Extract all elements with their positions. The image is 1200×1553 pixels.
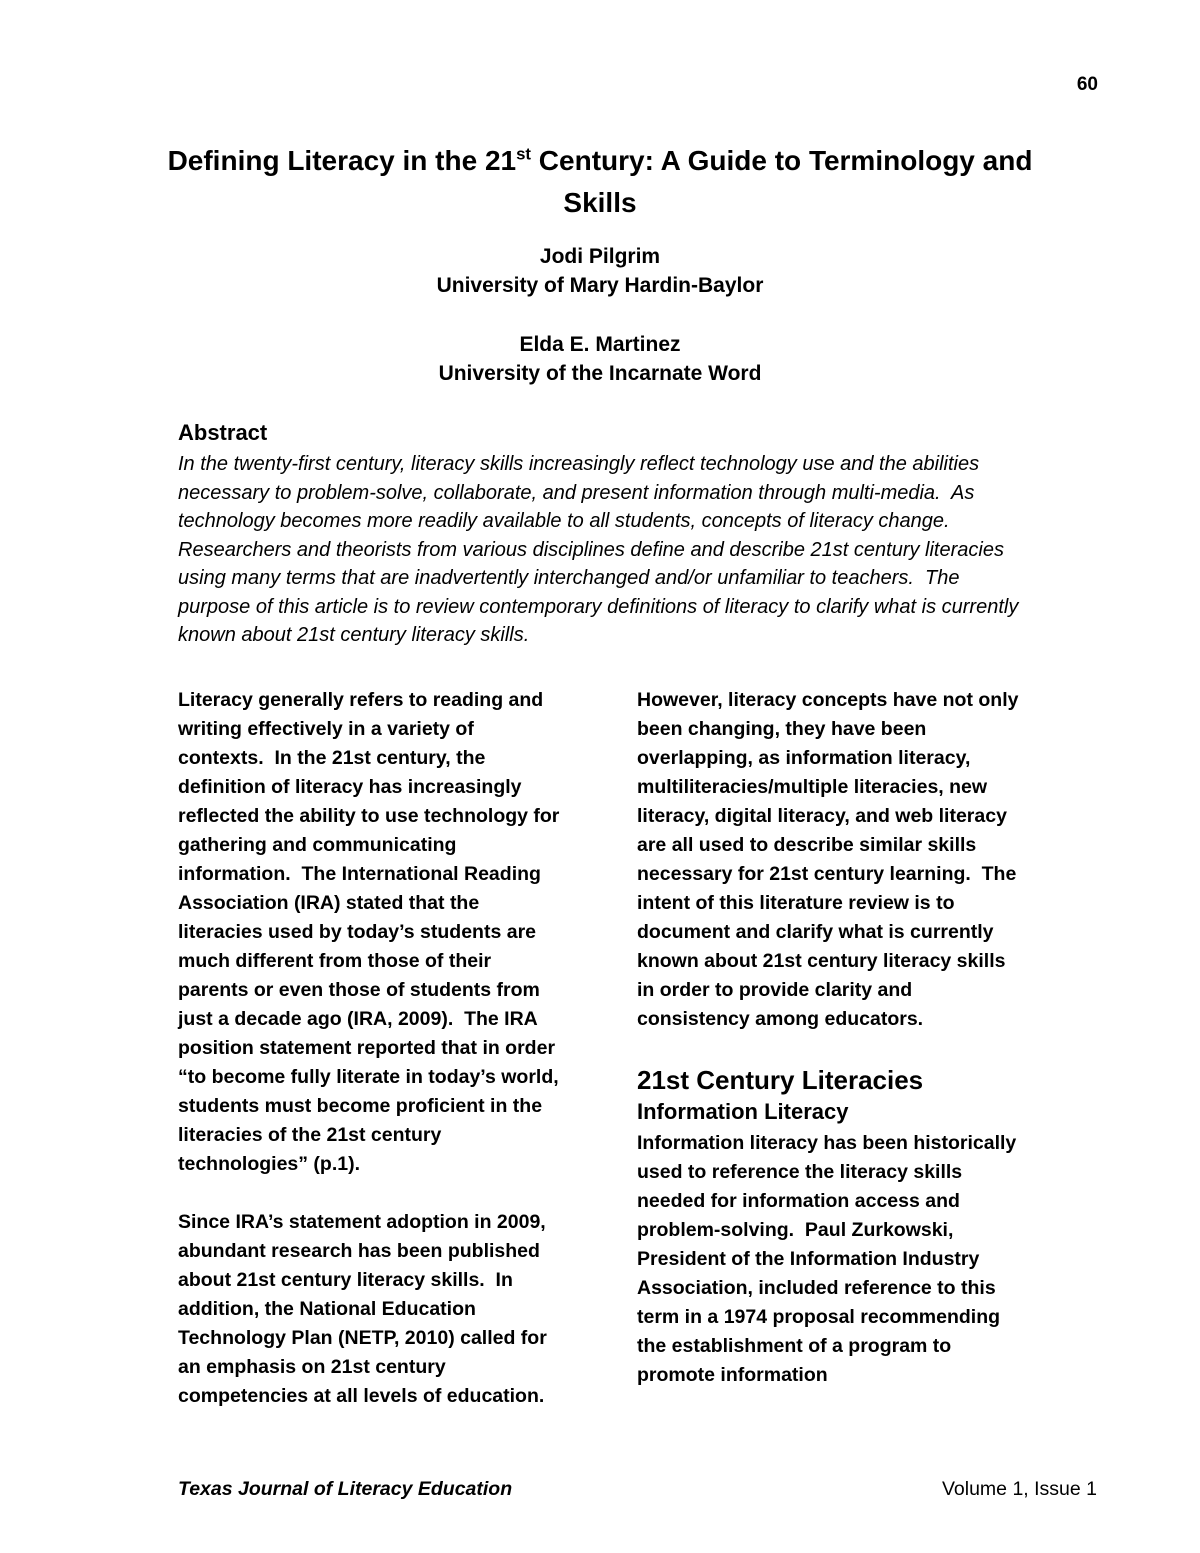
footer-journal-name: Texas Journal of Literacy Education bbox=[178, 1478, 513, 1500]
right-column-paragraph-1: However, literacy concepts have not only been changing, they have been overlapping, as information literacy, multiliteracies/multiple literacies, new literacy, digital literacy, and web literacy are all used to describe similar skills necessary for 21st century learning. The intent of this literature review is to document and clarify what is currently known about 21st century literacy skills in order to provide clarity and consistency among educators. bbox=[637, 689, 1024, 1030]
author-2-affiliation: University of the Incarnate Word bbox=[438, 362, 762, 385]
authors-block bbox=[150, 242, 1050, 418]
abstract-text: In the twenty-first century, literacy skills increasingly reflect technology use and the abilities necessary to problem-solve, collaborate, and present information through multi-media. As technology becomes more readily available to all students, concepts of literacy change. Researchers and theorists from various disciplines define and describe 21st century literacies using many terms that are inadvertently interchanged and/or unfamiliar to teachers. The purpose of this article is to review contemporary definitions of literacy to clarify what is currently known about 21st century literacy skills. bbox=[178, 453, 1024, 646]
left-column-paragraph-1: Literacy generally refers to reading and writing effectively in a variety of contexts. In the 21st century, the definition of literacy has increasingly reflected the ability to use technology for gathering and communicating information. The International Reading Association (IRA) stated that the literacies used by today’s students are much different from those of their parents or even those of students from just a decade ago (IRA, 2009). The IRA position statement reported that in order “to become fully literate in today’s world, students must become proficient in the literacies of the 21st century technologies” (p.1). bbox=[178, 689, 565, 1175]
abstract-section bbox=[178, 418, 1026, 650]
subsection-heading-information-literacy: Information Literacy bbox=[637, 1099, 849, 1124]
article-title-prefix: Defining Literacy in the 21 bbox=[167, 145, 517, 176]
author-1-affiliation: University of Mary Hardin-Baylor bbox=[436, 274, 764, 297]
author-2 bbox=[150, 330, 1050, 388]
author-1-name: Jodi Pilgrim bbox=[539, 245, 661, 268]
article-title-suffix: Century: A Guide to Terminology and Skills bbox=[531, 145, 1033, 218]
page-footer bbox=[178, 1478, 1097, 1501]
right-column-paragraph-2: Information literacy has been historically used to reference the literacy skills needed for information access and problem-solving. Paul Zurkowski, President of the Information Industry Association, included reference to this term in a 1974 proposal recommending the establishment of a program to promote information bbox=[637, 1132, 1022, 1386]
right-column bbox=[637, 686, 1022, 1440]
author-2-name: Elda E. Martinez bbox=[519, 333, 681, 356]
page-number: 60 bbox=[1076, 74, 1098, 95]
article-title bbox=[150, 140, 1050, 224]
abstract-heading: Abstract bbox=[178, 420, 268, 445]
article-title-superscript: st bbox=[516, 144, 532, 164]
left-column-paragraph-2: Since IRA’s statement adoption in 2009, abundant research has been published about 21st century literacy skills. In addition, the National Education Technology Plan (NETP, 2010) called for an emphasis on 21st century competencies at all levels of education. bbox=[178, 1211, 553, 1407]
two-column-body bbox=[178, 686, 1022, 1440]
footer-volume-issue: Volume 1, Issue 1 bbox=[941, 1478, 1097, 1500]
section-heading-21st-century-literacies: 21st Century Literacies bbox=[637, 1065, 924, 1095]
author-1 bbox=[150, 242, 1050, 300]
left-column bbox=[178, 686, 563, 1440]
